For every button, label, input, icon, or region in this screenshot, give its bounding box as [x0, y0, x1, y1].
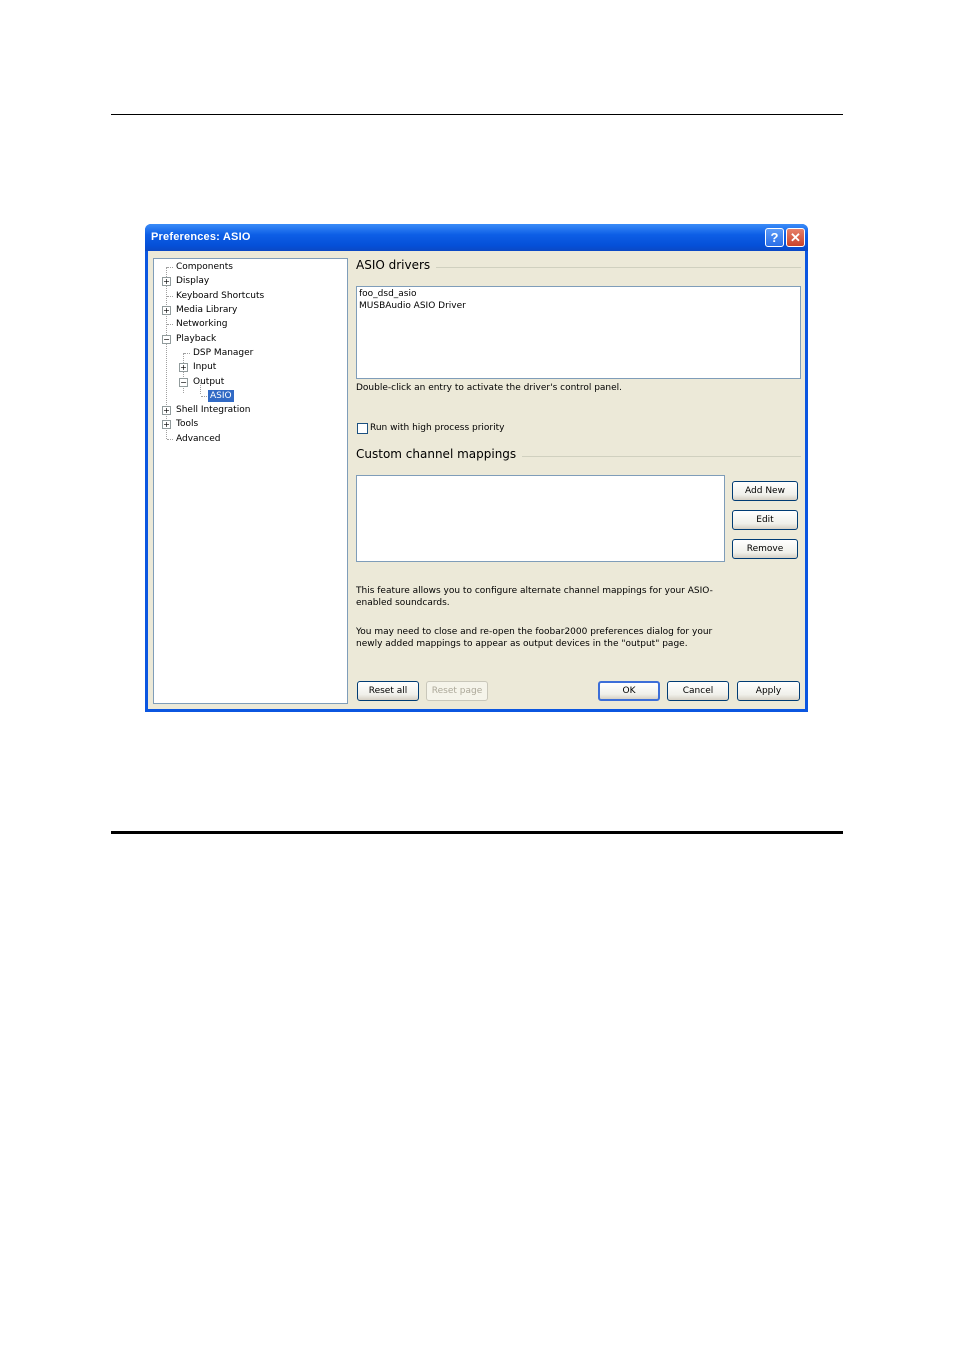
- tree-item-asio[interactable]: ASIO: [210, 391, 232, 401]
- asio-drivers-list[interactable]: [356, 286, 801, 379]
- title-bar[interactable]: [145, 224, 808, 251]
- reset-all-button[interactable]: Reset all: [357, 681, 419, 701]
- help-button[interactable]: [765, 228, 784, 247]
- mappings-info-text: This feature allows you to configure alternate channel mappings for your ASIO-enabled soundcards.: [356, 586, 713, 608]
- list-item[interactable]: foo_dsd_asio: [359, 289, 417, 299]
- preferences-tree[interactable]: [153, 258, 348, 704]
- tree-branch-line: [167, 439, 173, 440]
- window-title: Preferences: ASIO: [151, 231, 251, 243]
- expand-icon[interactable]: +: [163, 277, 170, 286]
- high-priority-label[interactable]: Run with high process priority: [370, 423, 505, 433]
- reset-page-button[interactable]: Reset page: [426, 681, 488, 701]
- tree-branch-line: [167, 296, 173, 297]
- collapse-icon[interactable]: −: [180, 378, 187, 387]
- collapse-icon[interactable]: −: [163, 335, 170, 344]
- ok-button[interactable]: OK: [598, 681, 660, 701]
- expand-icon[interactable]: +: [163, 406, 170, 415]
- list-item[interactable]: MUSBAudio ASIO Driver: [359, 301, 466, 311]
- custom-mappings-list[interactable]: [356, 475, 725, 562]
- tree-item-keyboard-shortcuts[interactable]: Keyboard Shortcuts: [176, 291, 265, 301]
- tree-item-playback[interactable]: Playback: [176, 334, 217, 344]
- add-new-button[interactable]: Add New: [732, 481, 798, 501]
- cancel-button[interactable]: Cancel: [667, 681, 729, 701]
- asio-drivers-hint: Double-click an entry to activate the driver's control panel.: [356, 383, 623, 393]
- close-button[interactable]: [786, 228, 805, 247]
- tree-branch-line: [167, 267, 173, 268]
- expand-icon[interactable]: +: [163, 420, 170, 429]
- expand-icon[interactable]: +: [180, 363, 187, 372]
- bottom-rule: [111, 831, 843, 834]
- tree-guide-line: [183, 353, 184, 393]
- high-priority-checkbox[interactable]: [357, 423, 368, 434]
- close-icon: ✕: [790, 229, 801, 245]
- tree-item-networking[interactable]: Networking: [176, 319, 228, 329]
- tree-item-media-library[interactable]: Media Library: [176, 305, 238, 315]
- help-icon: ?: [770, 230, 779, 245]
- tree-item-tools[interactable]: Tools: [176, 419, 199, 429]
- tree-branch-line: [201, 396, 207, 397]
- tree-item-dsp-manager[interactable]: DSP Manager: [193, 348, 254, 358]
- custom-mappings-heading: Custom channel mappings: [356, 447, 522, 461]
- apply-button[interactable]: Apply: [737, 681, 800, 701]
- tree-item-output[interactable]: Output: [193, 377, 225, 387]
- top-rule: [111, 114, 843, 115]
- tree-item-display[interactable]: Display: [176, 276, 210, 286]
- tree-item-input[interactable]: Input: [193, 362, 217, 372]
- expand-icon[interactable]: +: [163, 306, 170, 315]
- dialog-client-area: [148, 251, 805, 709]
- preferences-dialog: [145, 224, 808, 712]
- remove-button[interactable]: Remove: [732, 539, 798, 559]
- mappings-reopen-note: You may need to close and re-open the foobar2000 preferences dialog for your newly added mappings to appear as output devices in the "output" page.: [356, 627, 713, 649]
- edit-button[interactable]: Edit: [732, 510, 798, 530]
- tree-item-shell-integration[interactable]: Shell Integration: [176, 405, 251, 415]
- asio-drivers-heading: ASIO drivers: [356, 258, 436, 272]
- tree-branch-line: [167, 324, 173, 325]
- tree-item-components[interactable]: Components: [176, 262, 233, 272]
- tree-branch-line: [184, 353, 190, 354]
- tree-item-advanced[interactable]: Advanced: [176, 434, 221, 444]
